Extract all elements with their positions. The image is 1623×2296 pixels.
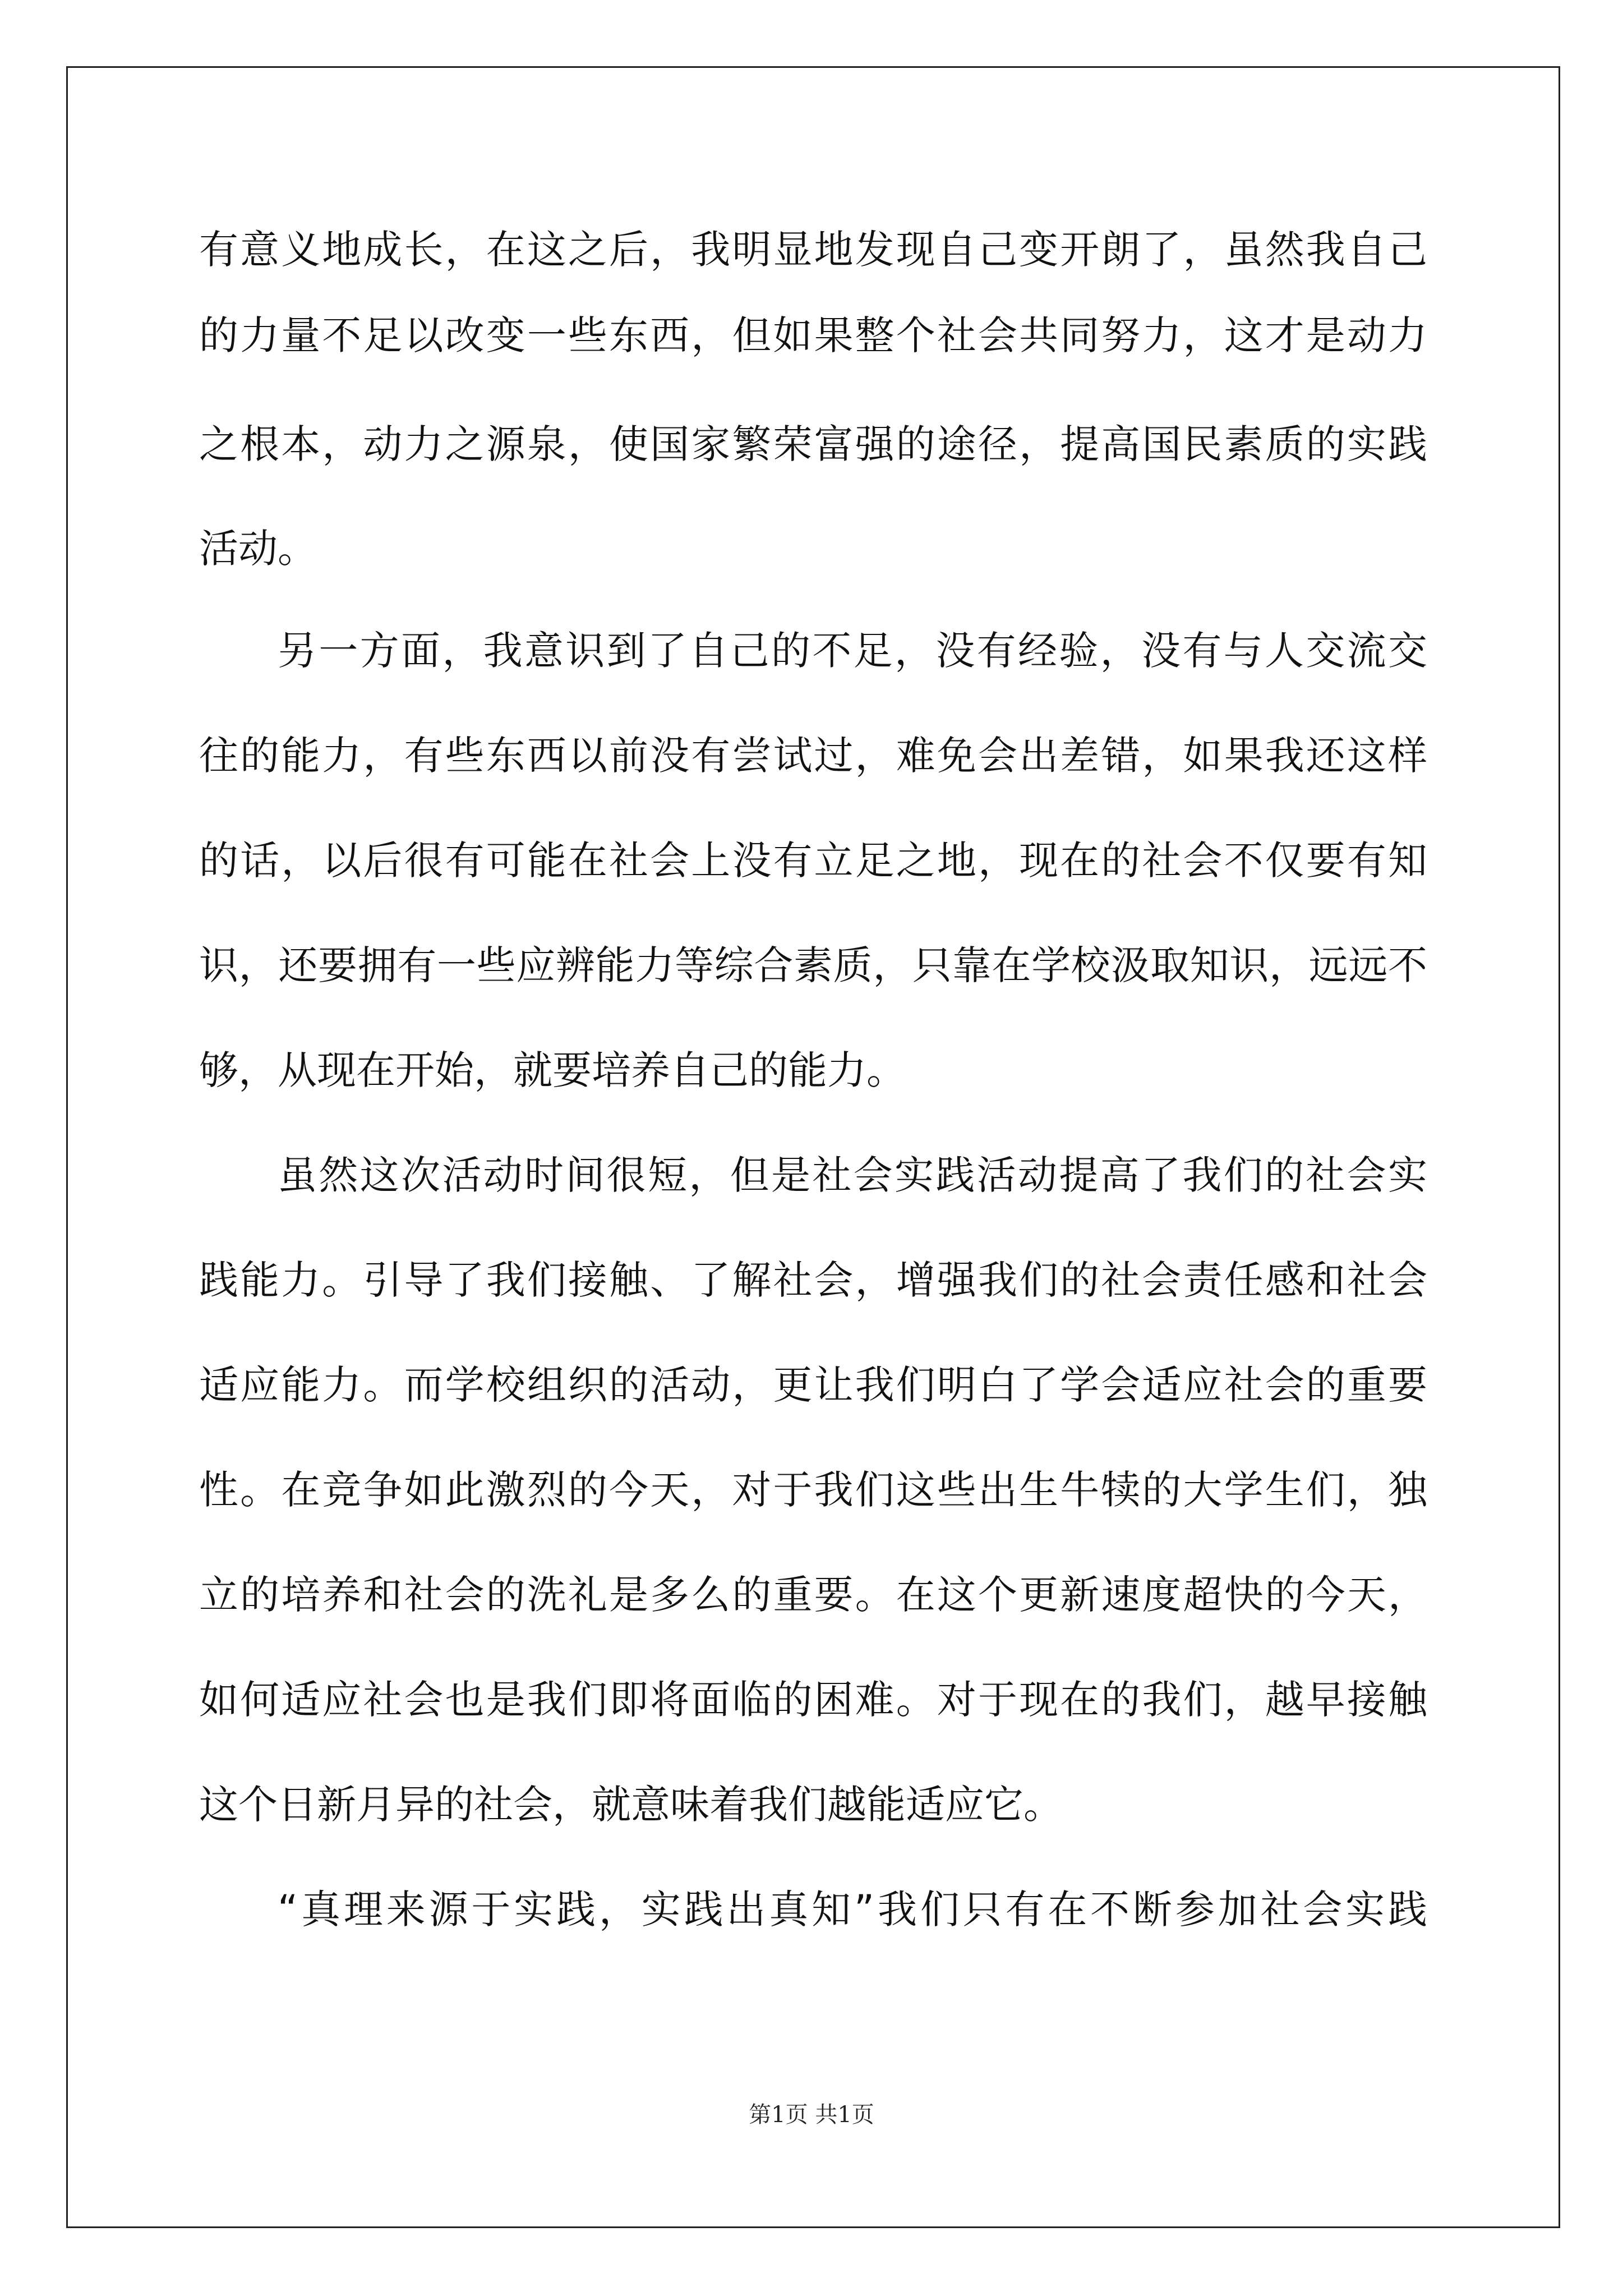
text-line: 性。在竞争如此激烈的今天，对于我们这些出生牛犊的大学生们，独 — [199, 1467, 1427, 1512]
text-line: 有意义地成长，在这之后，我明显地发现自己变开朗了，虽然我自己 — [199, 227, 1427, 272]
paragraph-first-line: 另一方面，我意识到了自己的不足，没有经验，没有与人交流交 — [278, 628, 1427, 673]
text-line: 的话，以后很有可能在社会上没有立足之地，现在的社会不仅要有知 — [199, 838, 1427, 883]
paragraph-first-line: 虽然这次活动时间很短，但是社会实践活动提高了我们的社会实 — [278, 1153, 1427, 1198]
text-line: 够，从现在开始，就要培养自己的能力。 — [199, 1048, 906, 1093]
page-footer: 第1页 共1页 — [749, 2102, 874, 2128]
text-line: 这个日新月异的社会，就意味着我们越能适应它。 — [199, 1782, 1063, 1827]
paragraph-first-line: “真理来源于实践，实践出真知”我们只有在不断参加社会实践 — [278, 1887, 1427, 1932]
text-line: 活动。 — [199, 526, 317, 571]
text-line: 识，还要拥有一些应辨能力等综合素质，只靠在学校汲取知识，远远不 — [199, 943, 1427, 988]
text-line: 之根本，动力之源泉，使国家繁荣富强的途径，提高国民素质的实践 — [199, 422, 1427, 467]
text-line: 践能力。引导了我们接触、了解社会，增强我们的社会责任感和社会 — [199, 1258, 1427, 1303]
text-line: 的力量不足以改变一些东西，但如果整个社会共同努力，这才是动力 — [199, 313, 1427, 358]
text-line: 立的培养和社会的洗礼是多么的重要。在这个更新速度超快的今天， — [199, 1572, 1427, 1617]
text-line: 往的能力，有些东西以前没有尝试过，难免会出差错，如果我还这样 — [199, 733, 1427, 778]
text-line: 适应能力。而学校组织的活动，更让我们明白了学会适应社会的重要 — [199, 1363, 1427, 1407]
text-line: 如何适应社会也是我们即将面临的困难。对于现在的我们，越早接触 — [199, 1677, 1427, 1722]
